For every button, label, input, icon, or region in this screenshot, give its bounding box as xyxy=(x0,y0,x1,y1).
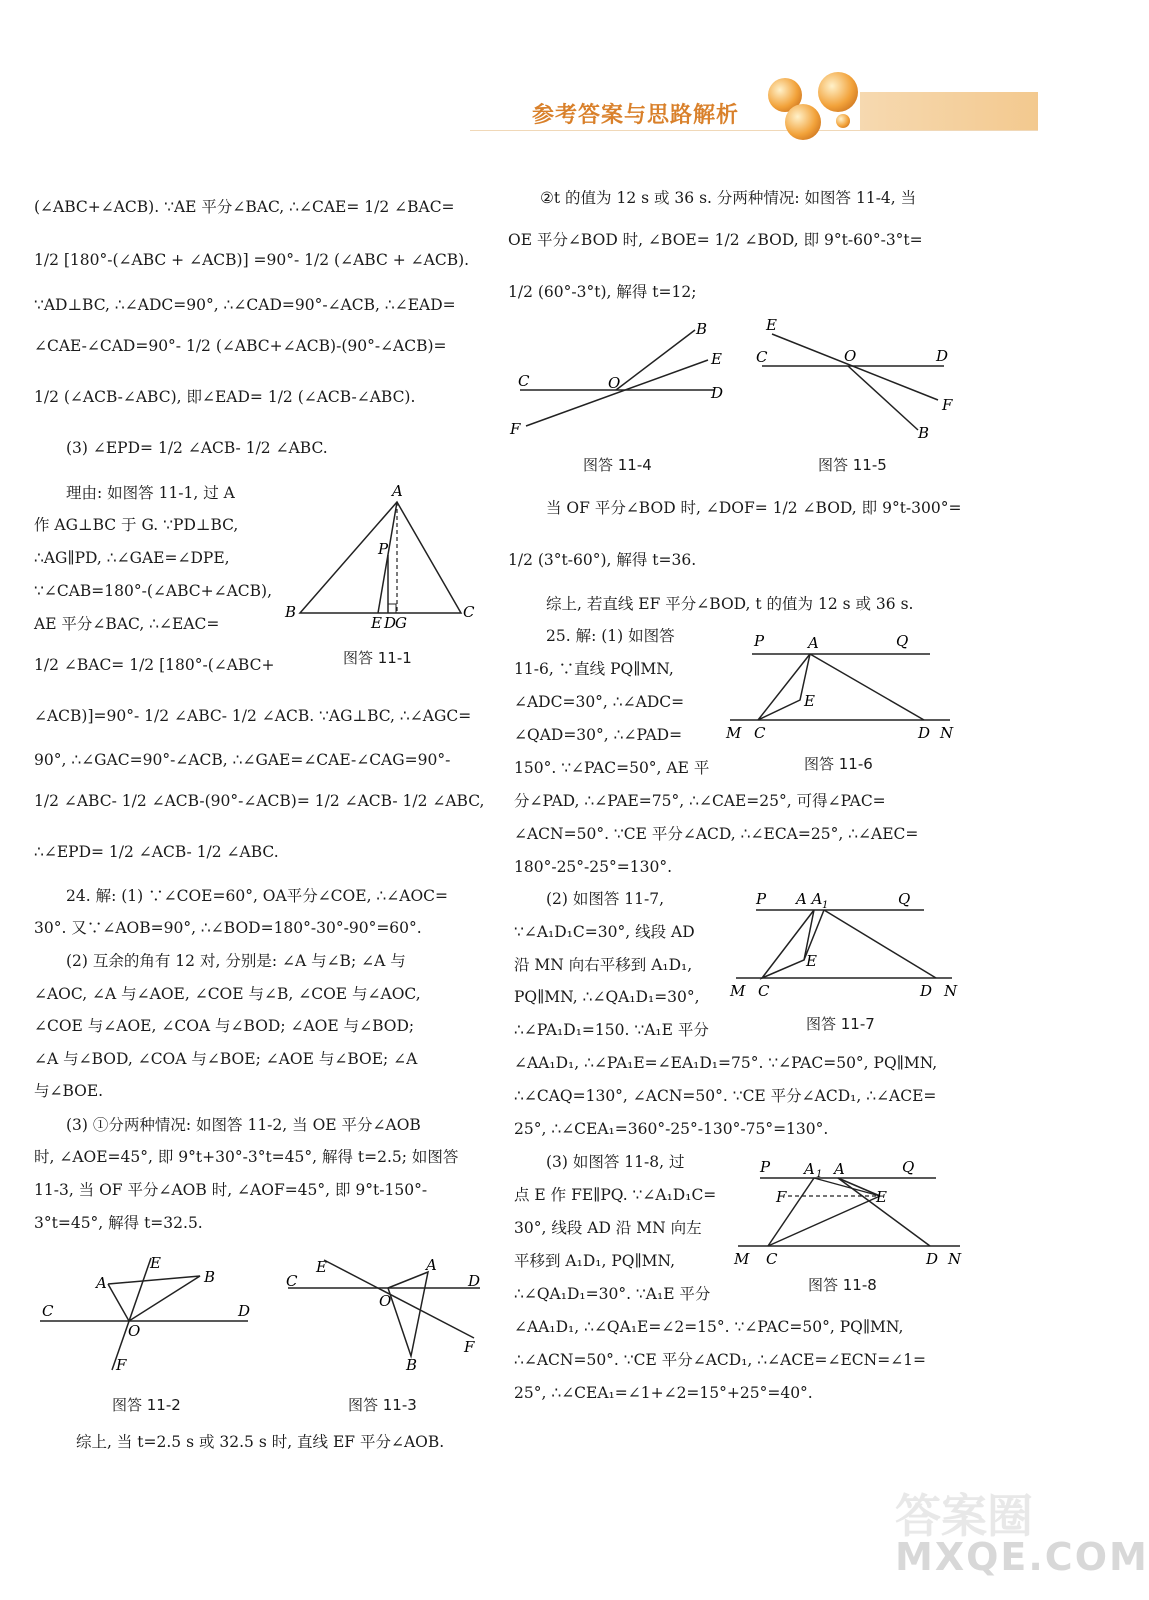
svg-text:A: A xyxy=(426,1256,437,1274)
text-line: ∵∠CAB=180°-(∠ABC+∠ACB), xyxy=(34,582,273,600)
svg-text:O: O xyxy=(844,347,857,365)
figure-caption: 图答 11-5 xyxy=(818,456,887,474)
svg-text:F: F xyxy=(776,1188,787,1206)
svg-text:1: 1 xyxy=(822,900,829,911)
svg-text:A A: A A xyxy=(796,890,823,908)
text-line: ∴∠QA₁D₁=30°. ∵A₁E 平分 xyxy=(514,1285,711,1303)
text-line: (3) ∠EPD= 1/2 ∠ACB- 1/2 ∠ABC. xyxy=(66,439,328,457)
text-line: 点 E 作 FE∥PQ. ∵∠A₁D₁C= xyxy=(514,1186,717,1204)
text-line: ∠A 与∠BOD, ∠COA 与∠BOE; ∠AOE 与∠BOE; ∠A xyxy=(34,1050,418,1068)
svg-text:N: N xyxy=(944,982,958,1000)
text-line: ∠AA₁D₁, ∴∠QA₁E=∠2=15°. ∵∠PAC=50°, PQ∥MN, xyxy=(514,1318,904,1336)
svg-text:F: F xyxy=(942,396,953,414)
svg-text:M: M xyxy=(726,724,742,742)
svg-text:N: N xyxy=(940,724,954,742)
watermark-logo: 答案圈 xyxy=(895,1489,1033,1543)
text-line: 当 OF 平分∠BOD 时, ∠DOF= 1/2 ∠BOD, 即 9°t-300°= xyxy=(546,499,962,517)
text-line: 1/2 ∠ABC- 1/2 ∠ACB-(90°-∠ACB)= 1/2 ∠ACB- 1/2 ∠ABC, xyxy=(34,792,485,810)
text-line: 作 AG⊥BC 于 G. ∵PD⊥BC, xyxy=(34,516,239,534)
text-line: ∠ACB)]=90°- 1/2 ∠ABC- 1/2 ∠ACB. ∵AG⊥BC, ∴∠AGC= xyxy=(34,707,472,725)
svg-text:B: B xyxy=(696,320,708,338)
svg-text:P: P xyxy=(754,632,765,650)
text-line: 25°, ∴∠CEA₁=360°-25°-130°-75°=130°. xyxy=(514,1120,829,1138)
svg-text:Q: Q xyxy=(902,1158,915,1176)
svg-text:O: O xyxy=(128,1322,141,1340)
svg-text:O: O xyxy=(379,1292,392,1310)
text-line: 1/2 ∠BAC= 1/2 [180°-(∠ABC+ xyxy=(34,656,275,674)
text-line: 平移到 A₁D₁, PQ∥MN, xyxy=(514,1252,675,1270)
svg-text:C: C xyxy=(758,982,770,1000)
svg-text:A: A xyxy=(808,634,819,652)
text-line: ∴∠EPD= 1/2 ∠ACB- 1/2 ∠ABC. xyxy=(34,843,279,861)
text-line: (∠ABC+∠ACB). ∵AE 平分∠BAC, ∴∠CAE= 1/2 ∠BAC= xyxy=(34,198,455,216)
svg-text:C: C xyxy=(286,1272,298,1290)
svg-text:A: A xyxy=(834,1160,845,1178)
svg-text:B: B xyxy=(918,424,930,442)
text-line: 综上, 当 t=2.5 s 或 32.5 s 时, 直线 EF 平分∠AOB. xyxy=(76,1433,445,1451)
figure-caption: 图答 11-7 xyxy=(806,1015,875,1033)
text-line: ∴∠PA₁D₁=150. ∵A₁E 平分 xyxy=(514,1021,709,1039)
text-line: ∴∠ACN=50°. ∵CE 平分∠ACD₁, ∴∠ACE=∠ECN=∠1= xyxy=(514,1351,927,1369)
text-line: 3°t=45°, 解得 t=32.5. xyxy=(34,1214,203,1232)
svg-text:M: M xyxy=(734,1250,750,1268)
svg-text:C: C xyxy=(463,603,475,621)
text-line: 25. 解: (1) 如图答 xyxy=(546,627,675,645)
text-line: ∴∠CAQ=130°, ∠ACN=50°. ∵CE 平分∠ACD₁, ∴∠ACE= xyxy=(514,1087,937,1105)
text-line: 11-3, 当 OF 平分∠AOB 时, ∠AOF=45°, 即 9°t-150°- xyxy=(34,1181,428,1199)
figure-11-6 xyxy=(724,630,964,750)
figure-11-5 xyxy=(752,314,962,444)
svg-text:A: A xyxy=(804,1160,815,1178)
text-line: 11-6, ∵直线 PQ∥MN, xyxy=(514,660,674,678)
text-line: ∵∠A₁D₁C=30°, 线段 AD xyxy=(514,923,695,941)
svg-text:D: D xyxy=(920,982,933,1000)
text-line: (2) 互余的角有 12 对, 分别是: ∠A 与∠B; ∠A 与 xyxy=(66,952,406,970)
text-line: 30°, 线段 AD 沿 MN 向左 xyxy=(514,1219,702,1237)
svg-text:F: F xyxy=(116,1356,127,1374)
svg-text:C: C xyxy=(518,372,530,390)
svg-text:E: E xyxy=(876,1188,887,1206)
text-line: 沿 MN 向右平移到 A₁D₁, xyxy=(514,956,693,974)
header-band xyxy=(860,92,1038,130)
decorative-ball-icon xyxy=(785,104,821,140)
text-line: 180°-25°-25°=130°. xyxy=(514,858,673,876)
svg-text:B: B xyxy=(406,1356,418,1374)
svg-text:E: E xyxy=(150,1254,161,1272)
text-line: (3) 如图答 11-8, 过 xyxy=(546,1153,685,1171)
svg-text:E: E xyxy=(371,614,382,632)
svg-text:A: A xyxy=(96,1274,107,1292)
svg-text:D: D xyxy=(384,614,397,632)
figure-caption: 图答 11-1 xyxy=(343,649,412,667)
svg-text:N: N xyxy=(948,1250,962,1268)
text-line: 1/2 [180°-(∠ABC + ∠ACB)] =90°- 1/2 (∠ABC + ∠ACB). xyxy=(34,251,470,269)
svg-text:D: D xyxy=(918,724,931,742)
figure-11-1 xyxy=(280,480,480,630)
decorative-ball-icon xyxy=(836,114,850,128)
figure-caption: 图答 11-2 xyxy=(112,1396,181,1414)
figure-11-2 xyxy=(36,1250,256,1380)
text-line: 150°. ∵∠PAC=50°, AE 平 xyxy=(514,759,710,777)
figure-11-7 xyxy=(726,890,966,1010)
text-line: 24. 解: (1) ∵∠COE=60°, OA平分∠COE, ∴∠AOC= xyxy=(66,887,449,905)
svg-text:E: E xyxy=(766,316,777,334)
text-line: ∠ADC=30°, ∴∠ADC= xyxy=(514,693,685,711)
text-line: 1/2 (3°t-60°), 解得 t=36. xyxy=(508,551,697,569)
svg-text:C: C xyxy=(766,1250,778,1268)
svg-text:O: O xyxy=(608,374,621,392)
text-line: 1/2 (60°-3°t), 解得 t=12; xyxy=(508,283,697,301)
svg-text:M: M xyxy=(730,982,746,1000)
svg-text:D: D xyxy=(468,1272,481,1290)
figure-caption: 图答 11-8 xyxy=(808,1276,877,1294)
text-line: (3) ①分两种情况: 如图答 11-2, 当 OE 平分∠AOB xyxy=(66,1116,421,1134)
text-line: ∵AD⊥BC, ∴∠ADC=90°, ∴∠CAD=90°-∠ACB, ∴∠EAD= xyxy=(34,296,456,314)
text-line: PQ∥MN, ∴∠QA₁D₁=30°, xyxy=(514,988,700,1006)
svg-text:A: A xyxy=(392,482,403,500)
svg-text:P: P xyxy=(378,540,389,558)
svg-text:D: D xyxy=(238,1302,251,1320)
svg-text:C: C xyxy=(42,1302,54,1320)
figure-11-8 xyxy=(730,1158,970,1278)
text-line: ∠ACN=50°. ∵CE 平分∠ACD, ∴∠ECA=25°, ∴∠AEC= xyxy=(514,825,919,843)
figure-11-3 xyxy=(284,1250,494,1380)
text-line: 30°. 又∵∠AOB=90°, ∴∠BOD=180°-30°-90°=60°. xyxy=(34,919,422,937)
svg-text:F: F xyxy=(464,1338,475,1356)
watermark-url: MXQE.COM xyxy=(895,1535,1149,1579)
svg-text:B: B xyxy=(285,603,297,621)
svg-text:C: C xyxy=(754,724,766,742)
figure-caption: 图答 11-6 xyxy=(804,755,873,773)
svg-text:B: B xyxy=(204,1268,216,1286)
svg-text:E: E xyxy=(316,1258,327,1276)
svg-text:Q: Q xyxy=(898,890,911,908)
text-line: ∠CAE-∠CAD=90°- 1/2 (∠ABC+∠ACB)-(90°-∠ACB)= xyxy=(34,337,447,355)
text-line: 时, ∠AOE=45°, 即 9°t+30°-3°t=45°, 解得 t=2.5; 如图答 xyxy=(34,1148,459,1166)
text-line: 90°, ∴∠GAC=90°-∠ACB, ∴∠GAE=∠CAE-∠CAG=90°- xyxy=(34,751,451,769)
text-line: AE 平分∠BAC, ∴∠EAC= xyxy=(34,615,220,633)
text-line: 综上, 若直线 EF 平分∠BOD, t 的值为 12 s 或 36 s. xyxy=(546,595,914,613)
header-rule xyxy=(470,130,1038,131)
svg-text:F: F xyxy=(510,420,521,438)
page-header-title: 参考答案与思路解析 xyxy=(532,103,740,128)
decorative-ball-icon xyxy=(818,72,858,112)
text-line: ∴AG∥PD, ∴∠GAE=∠DPE, xyxy=(34,549,230,567)
text-line: 25°, ∴∠CEA₁=∠1+∠2=15°+25°=40°. xyxy=(514,1384,813,1402)
svg-text:E: E xyxy=(804,692,815,710)
svg-text:1: 1 xyxy=(816,1169,823,1180)
text-line: 理由: 如图答 11-1, 过 A xyxy=(66,484,235,502)
text-line: OE 平分∠BOD 时, ∠BOE= 1/2 ∠BOD, 即 9°t-60°-3°t= xyxy=(508,231,923,249)
svg-text:E: E xyxy=(711,350,722,368)
text-line: ∠AA₁D₁, ∴∠PA₁E=∠EA₁D₁=75°. ∵∠PAC=50°, PQ∥MN, xyxy=(514,1054,938,1072)
text-line: ∠AOC, ∠A 与∠AOE, ∠COE 与∠B, ∠COE 与∠AOC, xyxy=(34,985,421,1003)
svg-text:P: P xyxy=(760,1158,771,1176)
svg-text:P: P xyxy=(756,890,767,908)
svg-text:D: D xyxy=(711,384,724,402)
svg-text:C: C xyxy=(756,348,768,366)
svg-text:D: D xyxy=(936,347,949,365)
svg-text:G: G xyxy=(395,614,407,632)
svg-text:E: E xyxy=(806,952,817,970)
text-line: ∠COE 与∠AOE, ∠COA 与∠BOD; ∠AOE 与∠BOD; xyxy=(34,1017,415,1035)
svg-text:Q: Q xyxy=(896,632,909,650)
text-line: ②t 的值为 12 s 或 36 s. 分两种情况: 如图答 11-4, 当 xyxy=(540,189,917,207)
svg-text:D: D xyxy=(926,1250,939,1268)
text-line: 与∠BOE. xyxy=(34,1082,104,1100)
text-line: 分∠PAD, ∴∠PAE=75°, ∴∠CAE=25°, 可得∠PAC= xyxy=(514,792,886,810)
figure-11-4 xyxy=(508,318,738,440)
figure-caption: 图答 11-3 xyxy=(348,1396,417,1414)
text-line: 1/2 (∠ACB-∠ABC), 即∠EAD= 1/2 (∠ACB-∠ABC). xyxy=(34,388,416,406)
text-line: ∠QAD=30°, ∴∠PAD= xyxy=(514,726,683,744)
text-line: (2) 如图答 11-7, xyxy=(546,890,665,908)
figure-caption: 图答 11-4 xyxy=(583,456,652,474)
